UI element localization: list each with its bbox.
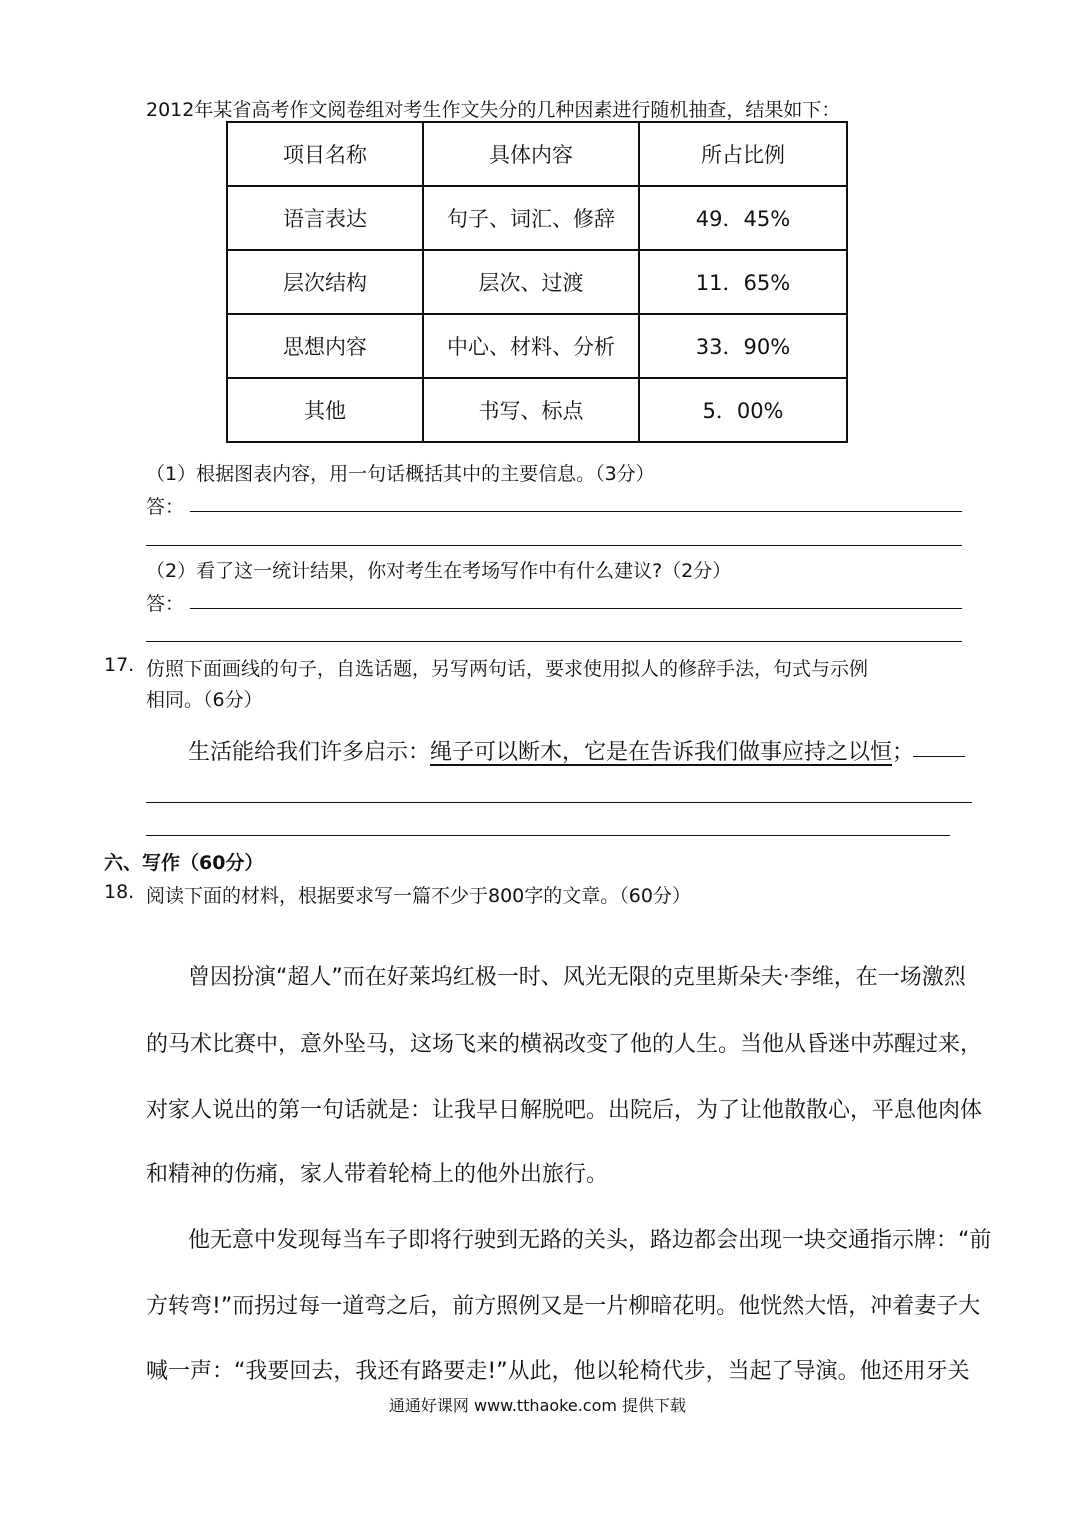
table-cell: 句子、词汇、修辞 [423, 186, 639, 250]
table-row [227, 186, 847, 250]
table-cell: 层次、过渡 [423, 250, 639, 314]
passage-line: 曾因扮演“超人”而在好莱坞红极一时、风光无限的克里斯朵夫·李维，在一场激烈 [188, 965, 966, 990]
table-header-cell: 所占比例 [639, 122, 847, 186]
table-row [227, 378, 847, 442]
answer-label-1: 答： [146, 496, 185, 518]
answer-line[interactable] [146, 835, 950, 836]
example-suffix: ； [892, 740, 915, 765]
question-1-text: （1）根据图表内容，用一句话概括其中的主要信息。（3分） [146, 463, 655, 485]
table-cell: 33．90% [639, 314, 847, 378]
table-cell: 11．65% [639, 250, 847, 314]
answer-line[interactable] [146, 641, 962, 642]
example-prefix: 生活能给我们许多启示： [188, 740, 431, 765]
page-footer: 通通好课网 www.tthaoke.com 提供下载 [388, 1396, 687, 1415]
example-underlined: 绳子可以断木，它是在告诉我们做事应持之以恒 [430, 740, 893, 765]
question-17-number: 17. [104, 654, 135, 676]
question-17-line2: 相同。（6分） [146, 689, 263, 711]
table-row [227, 314, 847, 378]
table-cell: 书写、标点 [423, 378, 639, 442]
table-row [227, 250, 847, 314]
table-cell: 其他 [227, 378, 423, 442]
passage-line: 的马术比赛中，意外坠马，这场飞来的横祸改变了他的人生。当他从昏迷中苏醒过来， [146, 1032, 983, 1057]
table-cell: 中心、材料、分析 [423, 314, 639, 378]
example-sentence [188, 735, 914, 766]
passage-line: 对家人说出的第一句话就是：让我早日解脱吧。出院后，为了让他散散心，平息他肉体 [146, 1098, 983, 1123]
table-cell: 49．45% [639, 186, 847, 250]
intro-text: 2012年某省高考作文阅卷组对考生作文失分的几种因素进行随机抽查，结果如下： [146, 99, 841, 121]
table-cell: 语言表达 [227, 186, 423, 250]
answer-line[interactable] [190, 608, 962, 609]
passage-line: 喊一声：“我要回去，我还有路要走!”从此，他以轮椅代步，当起了导演。他还用牙关 [146, 1359, 970, 1384]
table-header-cell: 具体内容 [423, 122, 639, 186]
answer-line[interactable] [913, 756, 965, 757]
table-header-cell: 项目名称 [227, 122, 423, 186]
table-cell: 5．00% [639, 378, 847, 442]
answer-line[interactable] [146, 545, 962, 546]
question-17-line1: 仿照下面画线的句子，自选话题，另写两句话，要求使用拟人的修辞手法，句式与示例 [146, 658, 869, 680]
table-cell: 思想内容 [227, 314, 423, 378]
survey-table [226, 121, 848, 443]
section-6-title: 六、写作（60分） [104, 852, 264, 874]
passage-line: 他无意中发现每当车子即将行驶到无路的关头，路边都会出现一块交通指示牌：“前 [188, 1228, 992, 1253]
passage-line: 方转弯!”而拐过每一道弯之后，前方照例又是一片柳暗花明。他恍然大悟，冲着妻子大 [146, 1294, 981, 1319]
question-2-text: （2）看了这一统计结果，你对考生在考场写作中有什么建议?（2分） [146, 560, 732, 582]
answer-line[interactable] [146, 802, 972, 803]
table-header-row [227, 122, 847, 186]
passage-line: 和精神的伤痛，家人带着轮椅上的他外出旅行。 [146, 1162, 609, 1187]
question-18-number: 18. [104, 881, 135, 903]
answer-line[interactable] [190, 511, 962, 512]
answer-label-2: 答： [146, 593, 185, 615]
table-cell: 层次结构 [227, 250, 423, 314]
question-18-text: 阅读下面的材料，根据要求写一篇不少于800字的文章。（60分） [146, 885, 691, 907]
